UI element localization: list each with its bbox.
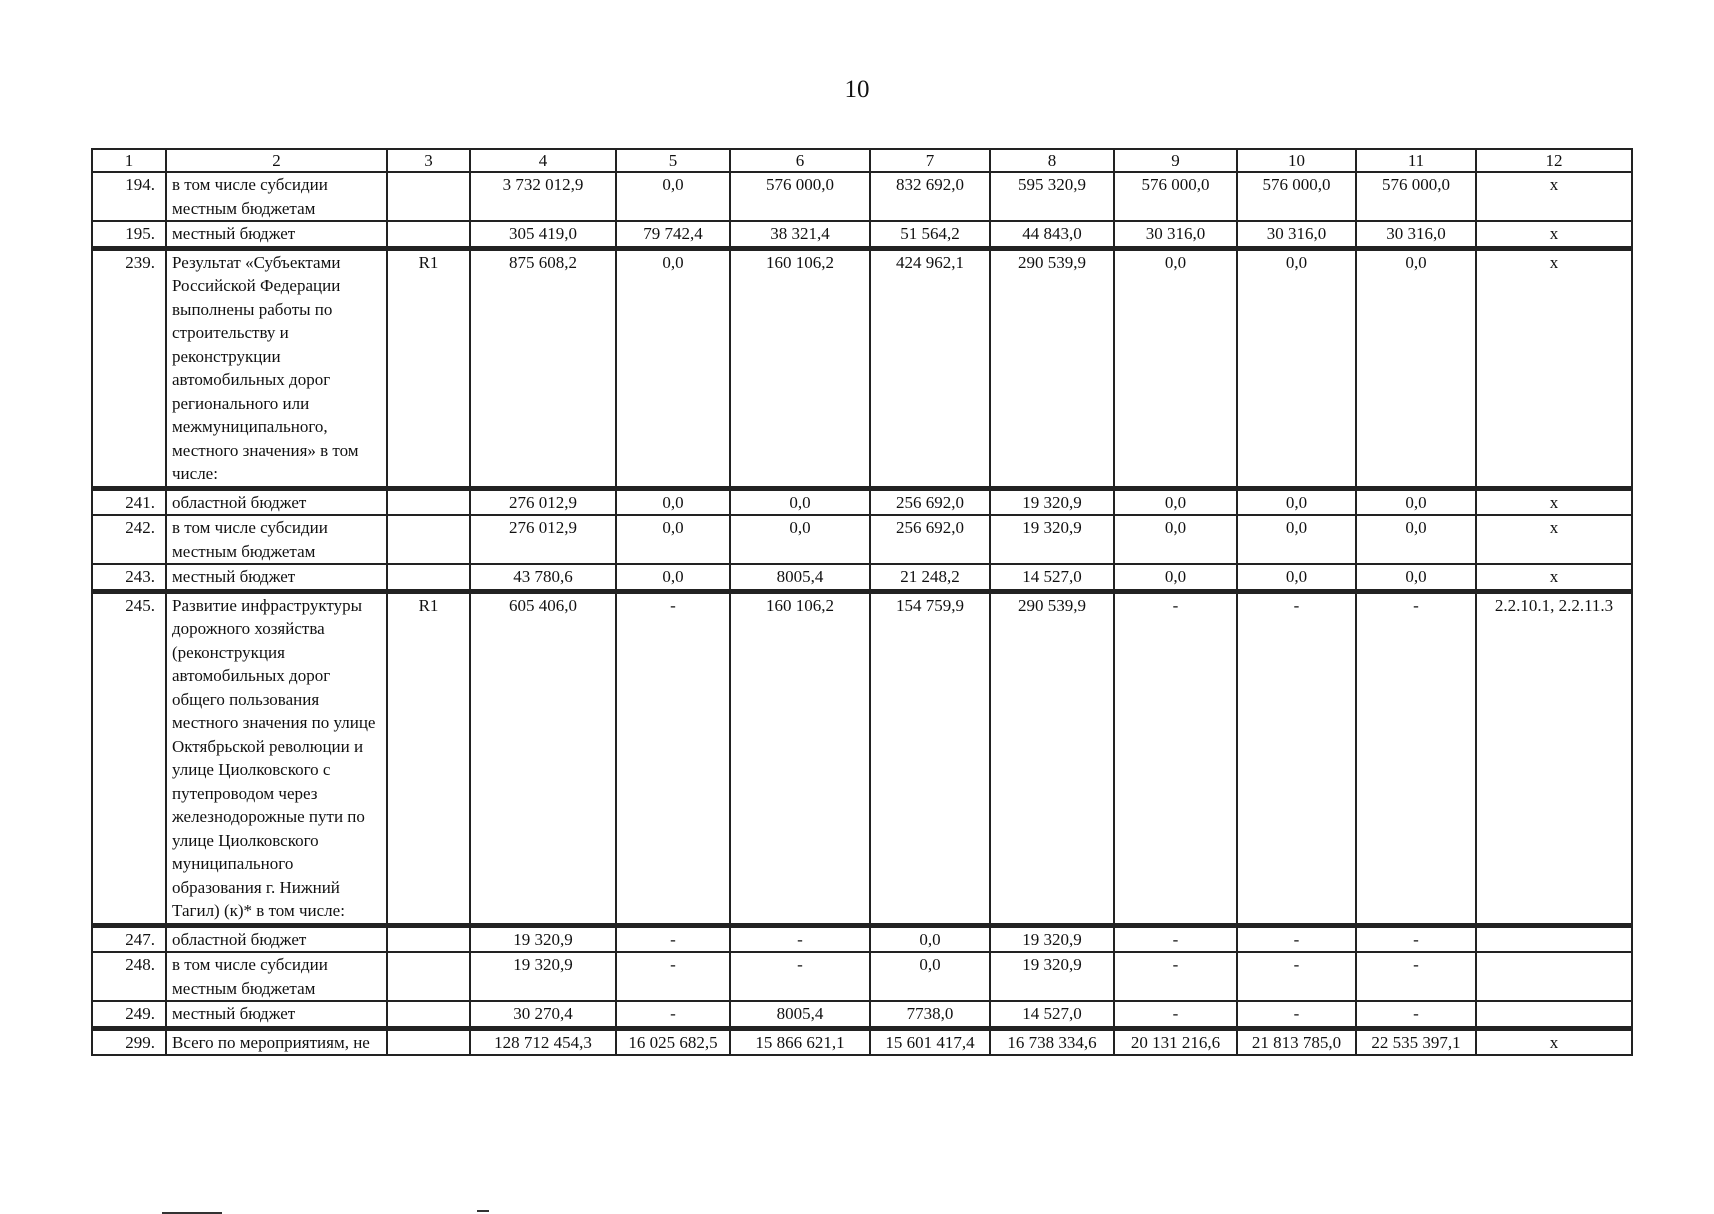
year-4-cell: 19 320,9 <box>990 925 1114 952</box>
header-cell: 11 <box>1356 149 1476 172</box>
year-4-cell: 44 843,0 <box>990 221 1114 248</box>
header-cell: 10 <box>1237 149 1356 172</box>
year-4-cell: 14 527,0 <box>990 1001 1114 1028</box>
year-4-cell: 16 738 334,6 <box>990 1028 1114 1055</box>
year-3-cell: 0,0 <box>870 925 990 952</box>
reference-cell: x <box>1476 1028 1632 1055</box>
year-5-cell: 576 000,0 <box>1114 172 1237 221</box>
year-4-cell: 19 320,9 <box>990 488 1114 515</box>
year-7-cell: 22 535 397,1 <box>1356 1028 1476 1055</box>
header-cell: 2 <box>166 149 387 172</box>
code-cell <box>387 221 470 248</box>
reference-cell <box>1476 1001 1632 1028</box>
year-7-cell: 0,0 <box>1356 488 1476 515</box>
row-number-cell: 249. <box>92 1001 166 1028</box>
header-cell: 3 <box>387 149 470 172</box>
total-cell: 276 012,9 <box>470 488 616 515</box>
year-7-cell: 0,0 <box>1356 248 1476 488</box>
reference-cell <box>1476 925 1632 952</box>
total-cell: 19 320,9 <box>470 952 616 1001</box>
year-3-cell: 832 692,0 <box>870 172 990 221</box>
table-row <box>92 172 1632 221</box>
description-cell: Результат «Субъектами Российской Федерации выполнены работы по строительству и реконструкции автомобильных дорог регионального или межмуниципального, местного значения» в том числе: <box>166 248 387 488</box>
header-cell: 1 <box>92 149 166 172</box>
year-6-cell: - <box>1237 925 1356 952</box>
year-6-cell: 21 813 785,0 <box>1237 1028 1356 1055</box>
year-2-cell: - <box>730 925 870 952</box>
year-2-cell: 8005,4 <box>730 564 870 591</box>
description-cell: областной бюджет <box>166 488 387 515</box>
year-7-cell: 576 000,0 <box>1356 172 1476 221</box>
year-2-cell: 0,0 <box>730 515 870 564</box>
year-6-cell: 0,0 <box>1237 564 1356 591</box>
year-2-cell: 8005,4 <box>730 1001 870 1028</box>
code-cell <box>387 488 470 515</box>
year-1-cell: - <box>616 952 730 1001</box>
year-4-cell: 595 320,9 <box>990 172 1114 221</box>
year-7-cell: 30 316,0 <box>1356 221 1476 248</box>
year-2-cell: - <box>730 952 870 1001</box>
reference-cell: x <box>1476 564 1632 591</box>
column-number-row <box>92 149 1632 172</box>
description-cell: местный бюджет <box>166 1001 387 1028</box>
total-cell: 128 712 454,3 <box>470 1028 616 1055</box>
year-5-cell: 0,0 <box>1114 515 1237 564</box>
code-cell <box>387 564 470 591</box>
description-cell: в том числе субсидии местным бюджетам <box>166 952 387 1001</box>
row-number-cell: 243. <box>92 564 166 591</box>
reference-cell: 2.2.10.1, 2.2.11.3 <box>1476 591 1632 925</box>
total-cell: 19 320,9 <box>470 925 616 952</box>
reference-cell <box>1476 952 1632 1001</box>
header-cell: 6 <box>730 149 870 172</box>
table-row <box>92 248 1632 488</box>
year-7-cell: - <box>1356 952 1476 1001</box>
year-5-cell: - <box>1114 1001 1237 1028</box>
code-cell <box>387 925 470 952</box>
row-number-cell: 247. <box>92 925 166 952</box>
year-3-cell: 0,0 <box>870 952 990 1001</box>
year-1-cell: 0,0 <box>616 172 730 221</box>
table-row <box>92 1001 1632 1028</box>
total-cell: 3 732 012,9 <box>470 172 616 221</box>
year-3-cell: 51 564,2 <box>870 221 990 248</box>
year-5-cell: 0,0 <box>1114 564 1237 591</box>
description-cell: местный бюджет <box>166 221 387 248</box>
year-2-cell: 160 106,2 <box>730 248 870 488</box>
year-1-cell: - <box>616 925 730 952</box>
year-7-cell: 0,0 <box>1356 515 1476 564</box>
row-number-cell: 195. <box>92 221 166 248</box>
year-6-cell: 0,0 <box>1237 488 1356 515</box>
total-cell: 30 270,4 <box>470 1001 616 1028</box>
year-4-cell: 290 539,9 <box>990 248 1114 488</box>
year-7-cell: - <box>1356 591 1476 925</box>
reference-cell: x <box>1476 488 1632 515</box>
year-1-cell: 0,0 <box>616 248 730 488</box>
total-cell: 276 012,9 <box>470 515 616 564</box>
year-2-cell: 0,0 <box>730 488 870 515</box>
year-7-cell: - <box>1356 1001 1476 1028</box>
header-cell: 7 <box>870 149 990 172</box>
year-4-cell: 19 320,9 <box>990 515 1114 564</box>
year-6-cell: 30 316,0 <box>1237 221 1356 248</box>
total-cell: 875 608,2 <box>470 248 616 488</box>
reference-cell: x <box>1476 248 1632 488</box>
year-7-cell: 0,0 <box>1356 564 1476 591</box>
table-row <box>92 952 1632 1001</box>
year-1-cell: 16 025 682,5 <box>616 1028 730 1055</box>
page-number: 10 <box>844 76 870 103</box>
year-1-cell: - <box>616 591 730 925</box>
year-4-cell: 19 320,9 <box>990 952 1114 1001</box>
table-body <box>92 149 1632 1055</box>
row-number-cell: 194. <box>92 172 166 221</box>
scan-mark-center <box>477 1210 489 1212</box>
year-2-cell: 576 000,0 <box>730 172 870 221</box>
year-3-cell: 256 692,0 <box>870 515 990 564</box>
header-cell: 12 <box>1476 149 1632 172</box>
description-cell: местный бюджет <box>166 564 387 591</box>
year-6-cell: - <box>1237 591 1356 925</box>
code-cell <box>387 952 470 1001</box>
description-cell: в том числе субсидии местным бюджетам <box>166 515 387 564</box>
code-cell: R1 <box>387 248 470 488</box>
row-number-cell: 242. <box>92 515 166 564</box>
code-cell <box>387 1001 470 1028</box>
description-cell: в том числе субсидии местным бюджетам <box>166 172 387 221</box>
year-6-cell: 0,0 <box>1237 248 1356 488</box>
description-cell: Всего по мероприятиям, не <box>166 1028 387 1055</box>
table-row <box>92 515 1632 564</box>
year-3-cell: 256 692,0 <box>870 488 990 515</box>
year-5-cell: - <box>1114 591 1237 925</box>
reference-cell: x <box>1476 172 1632 221</box>
year-5-cell: 30 316,0 <box>1114 221 1237 248</box>
year-2-cell: 15 866 621,1 <box>730 1028 870 1055</box>
row-number-cell: 239. <box>92 248 166 488</box>
year-7-cell: - <box>1356 925 1476 952</box>
header-cell: 4 <box>470 149 616 172</box>
year-1-cell: 0,0 <box>616 515 730 564</box>
year-6-cell: 576 000,0 <box>1237 172 1356 221</box>
year-5-cell: - <box>1114 952 1237 1001</box>
year-3-cell: 15 601 417,4 <box>870 1028 990 1055</box>
header-cell: 5 <box>616 149 730 172</box>
total-cell: 43 780,6 <box>470 564 616 591</box>
description-cell: областной бюджет <box>166 925 387 952</box>
year-5-cell: - <box>1114 925 1237 952</box>
total-cell: 605 406,0 <box>470 591 616 925</box>
year-5-cell: 0,0 <box>1114 248 1237 488</box>
year-2-cell: 160 106,2 <box>730 591 870 925</box>
total-cell: 305 419,0 <box>470 221 616 248</box>
year-4-cell: 14 527,0 <box>990 564 1114 591</box>
year-3-cell: 7738,0 <box>870 1001 990 1028</box>
table-row <box>92 925 1632 952</box>
table-row <box>92 591 1632 925</box>
header-cell: 8 <box>990 149 1114 172</box>
year-5-cell: 20 131 216,6 <box>1114 1028 1237 1055</box>
reference-cell: x <box>1476 221 1632 248</box>
year-5-cell: 0,0 <box>1114 488 1237 515</box>
row-number-cell: 245. <box>92 591 166 925</box>
budget-table <box>91 148 1633 1056</box>
year-6-cell: - <box>1237 952 1356 1001</box>
table-row <box>92 1028 1632 1055</box>
year-1-cell: 0,0 <box>616 488 730 515</box>
description-cell: Развитие инфраструктуры дорожного хозяйства (реконструкция автомобильных дорог общего пользования местного значения по улице Октябрьской революции и улице Циолковского с путепроводом через железнодорожные пути по улице Циолковского муниципального образования г. Нижний Тагил) (к)* в том числе: <box>166 591 387 925</box>
header-cell: 9 <box>1114 149 1237 172</box>
year-4-cell: 290 539,9 <box>990 591 1114 925</box>
code-cell <box>387 172 470 221</box>
reference-cell: x <box>1476 515 1632 564</box>
code-cell <box>387 515 470 564</box>
year-6-cell: - <box>1237 1001 1356 1028</box>
row-number-cell: 248. <box>92 952 166 1001</box>
year-6-cell: 0,0 <box>1237 515 1356 564</box>
code-cell: R1 <box>387 591 470 925</box>
year-1-cell: 0,0 <box>616 564 730 591</box>
year-3-cell: 424 962,1 <box>870 248 990 488</box>
year-1-cell: - <box>616 1001 730 1028</box>
year-2-cell: 38 321,4 <box>730 221 870 248</box>
table-row <box>92 564 1632 591</box>
row-number-cell: 241. <box>92 488 166 515</box>
table-row <box>92 488 1632 515</box>
year-3-cell: 21 248,2 <box>870 564 990 591</box>
year-3-cell: 154 759,9 <box>870 591 990 925</box>
code-cell <box>387 1028 470 1055</box>
row-number-cell: 299. <box>92 1028 166 1055</box>
table-row <box>92 221 1632 248</box>
year-1-cell: 79 742,4 <box>616 221 730 248</box>
